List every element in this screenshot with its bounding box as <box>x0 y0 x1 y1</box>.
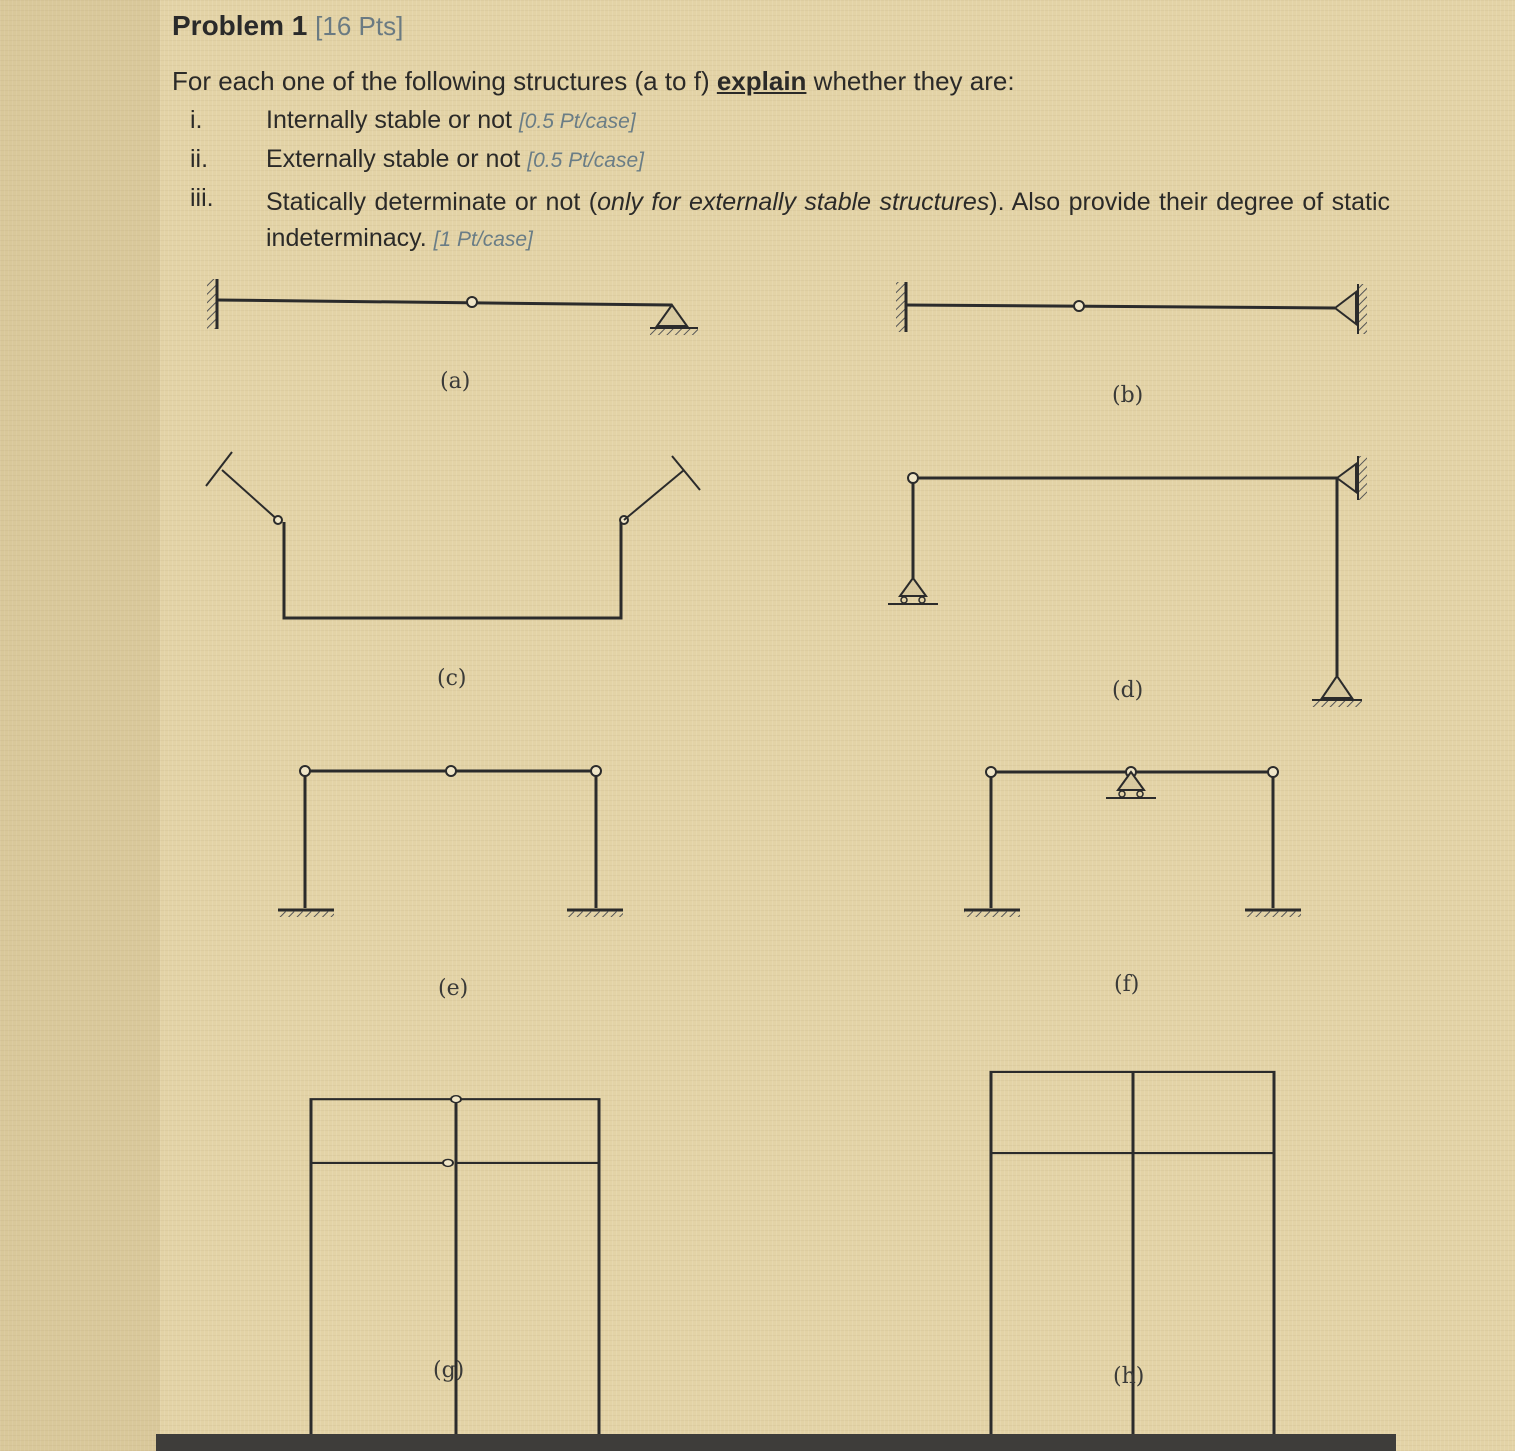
structure-h <box>964 1072 1301 1451</box>
internal-hinge <box>443 1159 453 1166</box>
item3-text-italic: only for externally stable structures <box>597 188 990 216</box>
caption-f: (f) <box>1114 972 1140 997</box>
caption-a: (a) <box>440 369 471 394</box>
right-inclined-link <box>624 470 684 520</box>
caption-b: (b) <box>1112 383 1144 408</box>
item-number-iii: iii. <box>190 184 214 212</box>
portal-frame <box>305 771 596 908</box>
beam <box>217 300 672 305</box>
roller-support <box>900 578 926 596</box>
internal-hinge <box>1268 767 1278 777</box>
item3-text-before: Statically determinate or not ( <box>266 188 598 216</box>
pin-support-wall <box>1335 292 1356 324</box>
beam <box>906 305 1335 308</box>
inclined-wall-right <box>672 456 700 490</box>
internal-hinge <box>451 1096 461 1103</box>
internal-hinge <box>908 473 918 483</box>
structure-f <box>964 767 1301 917</box>
intro-text-after: whether they are: <box>813 66 1015 96</box>
problem-points: [16 Pts] <box>315 11 404 41</box>
internal-hinge <box>446 766 456 776</box>
item-text: Externally stable or not <box>266 145 521 173</box>
structure-b <box>896 282 1367 334</box>
roller-wheel <box>1119 791 1125 797</box>
ground-hatch <box>650 329 698 335</box>
item3-points-note: [1 Pt/case] <box>433 228 533 251</box>
item-points-note: [0.5 Pt/case] <box>527 149 644 172</box>
caption-d: (d) <box>1112 678 1144 703</box>
structure-a <box>207 279 698 335</box>
caption-h: (h) <box>1113 1364 1145 1389</box>
caption-e: (e) <box>438 976 469 1001</box>
problem-title-text: Problem 1 <box>172 10 308 41</box>
wall-hatch <box>1359 284 1367 334</box>
structure-g <box>284 1096 627 1451</box>
item3-text-after: ). Also provide their degree of static indeterminacy. <box>266 188 1391 252</box>
caption-g: (g) <box>433 1358 465 1383</box>
intro-text-before: For each one of the following structures (a to f) <box>172 66 710 96</box>
ground-hatch <box>567 911 623 917</box>
bottom-edge-bar <box>156 1434 1396 1451</box>
internal-hinge <box>467 297 477 307</box>
roller-wheel <box>1137 791 1143 797</box>
ground-hatch <box>1312 701 1362 707</box>
item-points-note: [0.5 Pt/case] <box>518 110 636 133</box>
portal-frame <box>913 478 1337 676</box>
structure-e <box>278 766 623 917</box>
pin-support-wall <box>1337 464 1356 492</box>
item-number: i. <box>190 106 203 134</box>
internal-hinge <box>300 766 310 776</box>
u-frame <box>284 522 621 618</box>
ground-hatch <box>964 911 1020 917</box>
item-number: ii. <box>190 145 209 173</box>
roller-wheel <box>901 597 907 603</box>
intro-keyword: explain <box>716 66 807 96</box>
structure-d <box>888 456 1367 707</box>
inclined-wall-left <box>206 452 232 486</box>
pin-support <box>657 305 687 326</box>
internal-hinge <box>986 767 996 777</box>
pin-support <box>1322 676 1352 698</box>
ground-hatch <box>278 911 334 917</box>
ground-hatch <box>1245 911 1301 917</box>
internal-hinge <box>1074 301 1084 311</box>
structure-c <box>206 452 700 618</box>
caption-c: (c) <box>437 666 467 691</box>
link-hinge <box>274 516 282 524</box>
left-inclined-link <box>222 470 280 522</box>
wall-hatch <box>1359 456 1367 500</box>
item-text: Internally stable or not <box>266 106 512 134</box>
roller-wheel <box>919 597 925 603</box>
portal-frame <box>991 772 1273 908</box>
roller-support <box>1118 772 1144 790</box>
internal-hinge <box>591 766 601 776</box>
